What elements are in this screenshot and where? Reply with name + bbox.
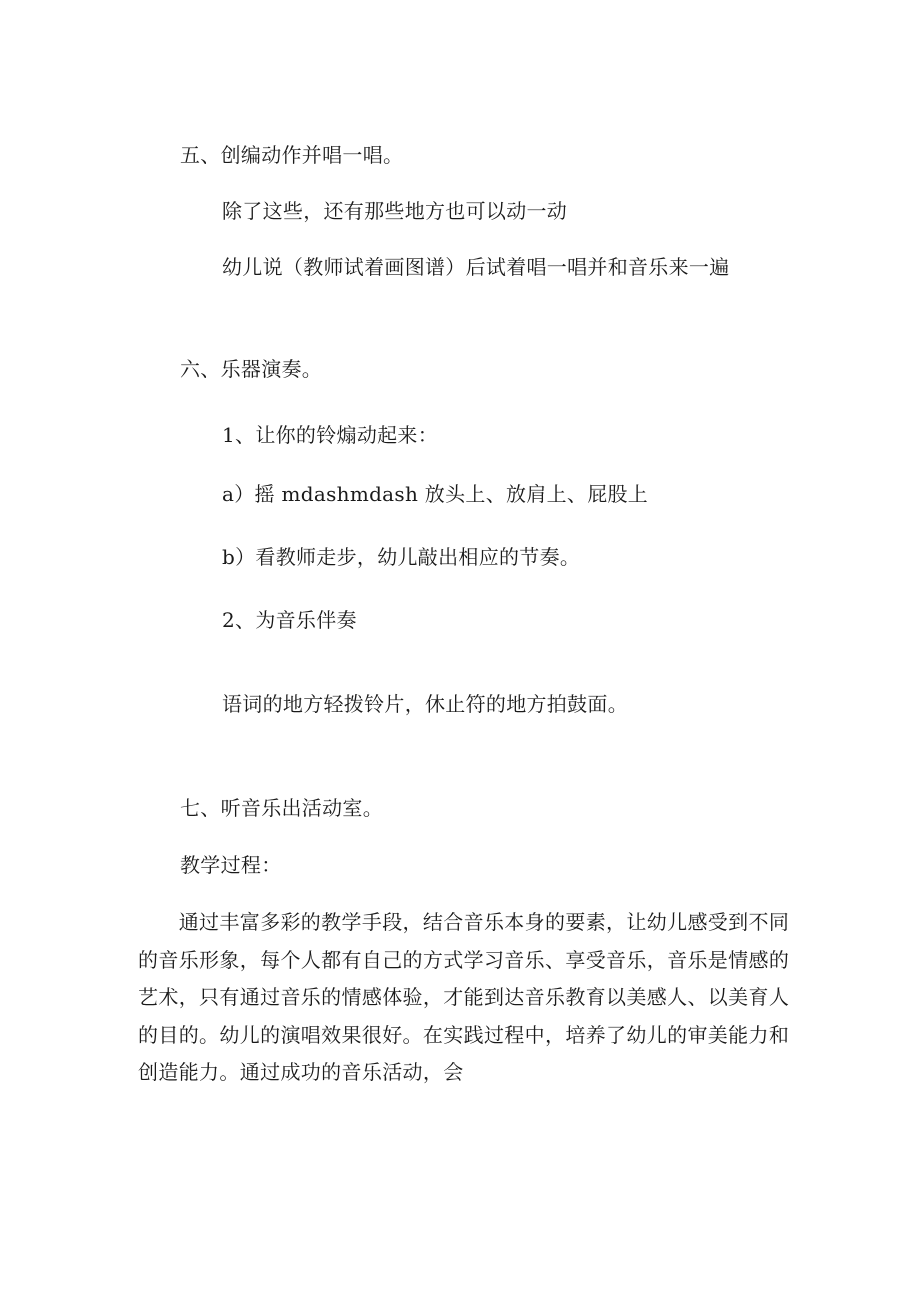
process-paragraph <box>138 904 790 1092</box>
section-5-title: 五、创编动作并唱一唱。 <box>180 143 404 167</box>
section-7-title: 七、听音乐出活动室。 <box>180 796 383 820</box>
paragraph-line: 艺术，只有通过音乐的情感体验，才能到达音乐教育以美感人、以美育人 <box>138 985 790 1010</box>
section-6-item-1: 1、让你的铃煽动起来： <box>222 423 439 447</box>
paragraph-line: 创造能力。通过成功的音乐活动，会 <box>138 1060 464 1085</box>
section-5-line-2: 幼儿说（教师试着画图谱）后试着唱一唱并和音乐来一遍 <box>222 255 730 279</box>
paragraph-line: 的音乐形象，每个人都有自己的方式学习音乐、享受音乐，音乐是情感的 <box>138 947 790 972</box>
section-6-item-1b: b）看教师走步，幼儿敲出相应的节奏。 <box>222 545 581 569</box>
section-6-title: 六、乐器演奏。 <box>180 357 323 381</box>
paragraph-line: 通过丰富多彩的教学手段，结合音乐本身的要素，让幼儿感受到不同 <box>138 910 790 934</box>
section-6-item-2-text: 语词的地方轻拨铃片，休止符的地方拍鼓面。 <box>222 692 628 716</box>
section-6-item-2: 2、为音乐伴奏 <box>222 608 357 632</box>
paragraph-line: 的目的。幼儿的演唱效果很好。在实践过程中，培养了幼儿的审美能力和 <box>138 1022 790 1047</box>
section-6-item-1a: a）摇 mdashmdash 放头上、放肩上、屁股上 <box>222 482 649 506</box>
process-heading: 教学过程： <box>180 853 282 877</box>
section-5-line-1: 除了这些，还有那些地方也可以动一动 <box>222 199 568 223</box>
